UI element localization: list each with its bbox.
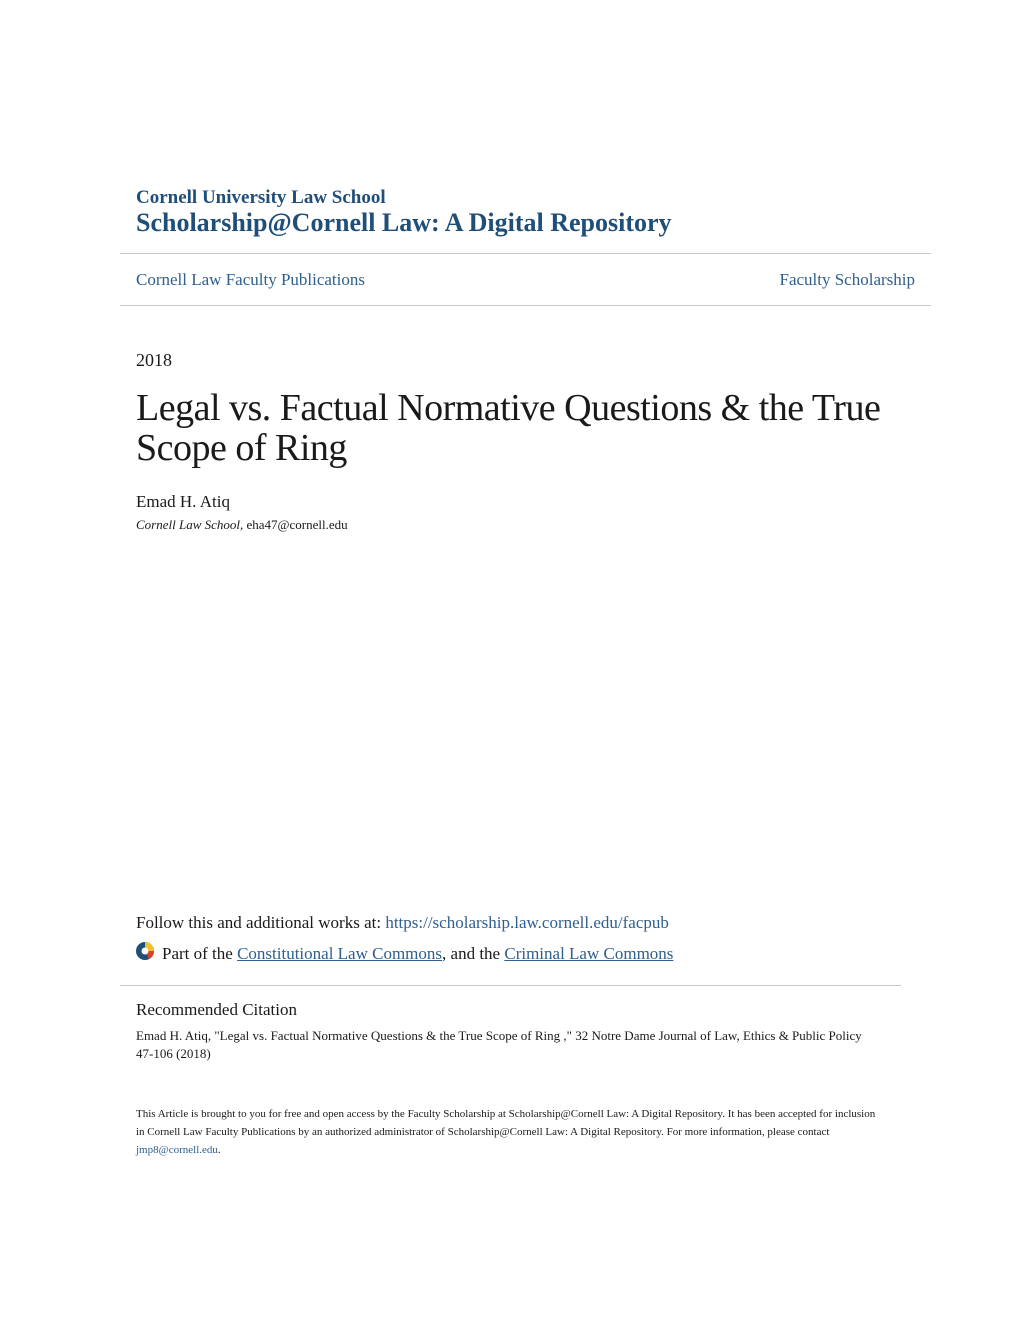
access-notice bbox=[136, 1105, 876, 1159]
part-of-middle: , and the bbox=[442, 944, 505, 963]
publication-year: 2018 bbox=[136, 350, 172, 370]
divider bbox=[120, 253, 931, 254]
constitutional-law-commons-link[interactable]: Constitutional Law Commons bbox=[237, 944, 443, 963]
affiliation-name: Cornell Law School bbox=[136, 517, 241, 532]
follow-line bbox=[136, 913, 669, 933]
author-name: Emad H. Atiq bbox=[136, 492, 230, 511]
author-email: eha47@cornell.edu bbox=[246, 517, 348, 532]
follow-prefix: Follow this and additional works at: bbox=[136, 913, 386, 932]
contact-email-link[interactable]: jmp8@cornell.edu bbox=[136, 1144, 218, 1156]
repository-name[interactable]: Scholarship@Cornell Law: A Digital Repository bbox=[136, 208, 672, 237]
school-name[interactable]: Cornell University Law School bbox=[136, 187, 386, 208]
divider bbox=[120, 985, 901, 986]
notice-text: This Article is brought to you for free and open access by the Faculty Scholarship at Scholarship@Cornell Law: A Digital Repository. It has been accepted for inclusion in Cornell Law Faculty Publications by an authorized administrator of Scholarship@Cornell Law: A Digital Repository. For more information, please contact bbox=[136, 1108, 876, 1138]
affiliation-separator: , bbox=[240, 517, 247, 532]
article-title: Legal vs. Factual Normative Questions & the True Scope of Ring bbox=[136, 387, 881, 469]
author-affiliation bbox=[136, 517, 348, 533]
criminal-law-commons-link[interactable]: Criminal Law Commons bbox=[504, 944, 674, 963]
part-of-prefix: Part of the bbox=[162, 944, 238, 963]
part-of-line bbox=[162, 944, 673, 964]
facpub-link[interactable]: https://scholarship.law.cornell.edu/facpub bbox=[385, 913, 669, 932]
notice-end: . bbox=[217, 1144, 221, 1156]
series-link[interactable]: Cornell Law Faculty Publications bbox=[136, 270, 365, 289]
divider bbox=[120, 305, 931, 306]
citation-text: Emad H. Atiq, "Legal vs. Factual Normative Questions & the True Scope of Ring ," 32 Notre Dame Journal of Law, Ethics & Public Policy 47-106 (2018) bbox=[136, 1028, 862, 1061]
network-icon bbox=[135, 940, 157, 962]
citation-heading: Recommended Citation bbox=[136, 1000, 297, 1019]
collection-link[interactable]: Faculty Scholarship bbox=[779, 270, 915, 289]
